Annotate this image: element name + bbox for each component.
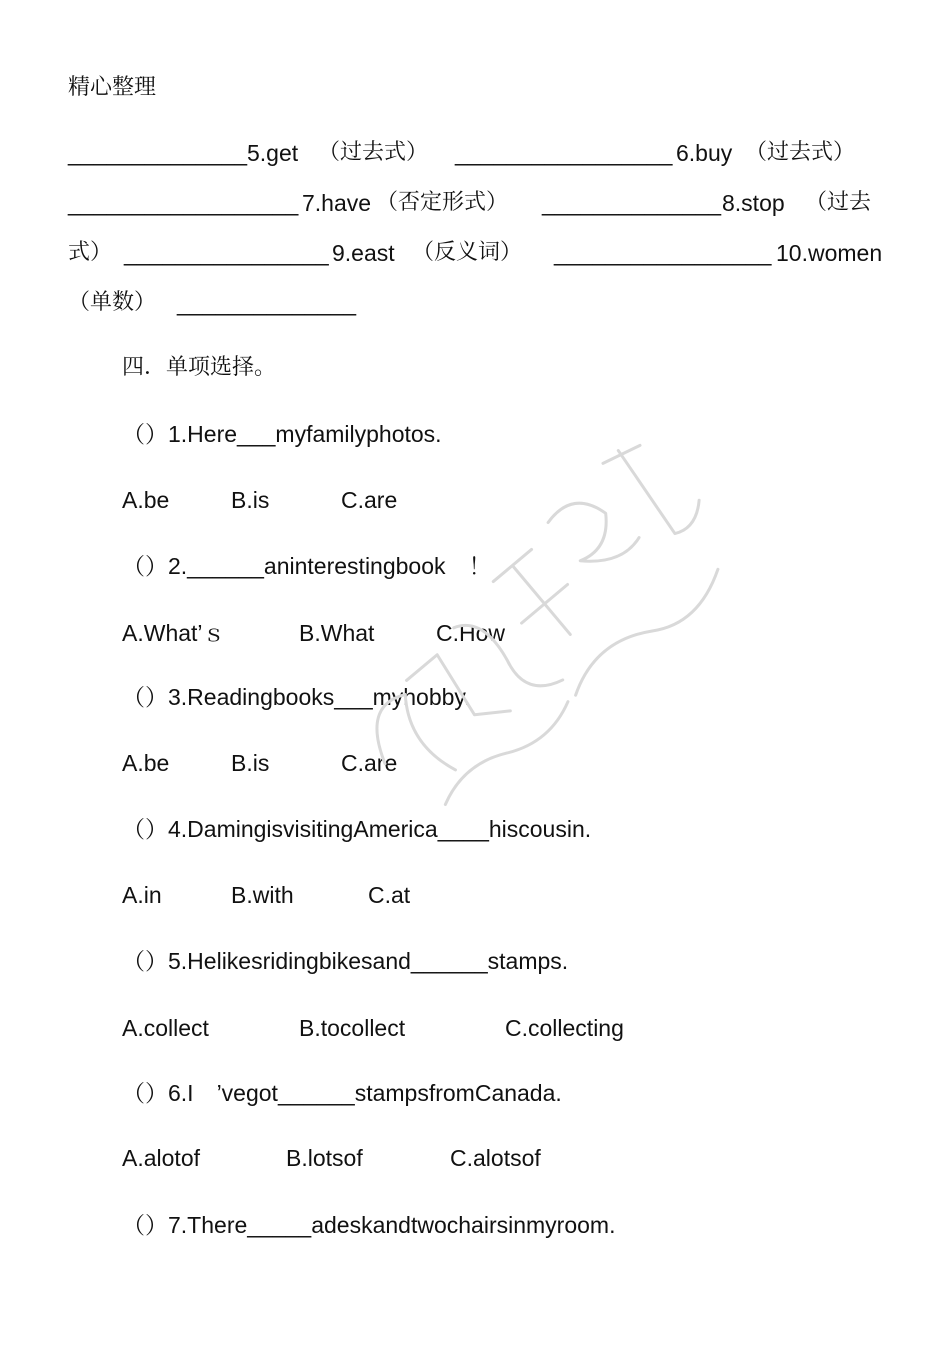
option-a: A.collect — [122, 1015, 209, 1041]
item-label: 5.get — [247, 140, 299, 166]
question-stem: （）3.Readingbooks___myhobby. — [122, 684, 471, 710]
question-stem: （）1.Here___myfamilyphotos. — [122, 421, 442, 447]
option-a: A.in — [122, 882, 162, 908]
blank: __________________ — [68, 190, 299, 216]
blank: ________________ — [124, 240, 329, 266]
question-stem: （）6.I ’vegot______stampsfromCanada. — [122, 1080, 562, 1106]
blank: ______________ — [68, 140, 248, 166]
blank: ______________ — [542, 190, 722, 216]
item-label: 9.east — [332, 240, 395, 266]
option-b: B.is — [231, 487, 270, 513]
option-a: A.alotof — [122, 1145, 200, 1171]
question-stem: （）5.Helikesridingbikesand______stamps. — [122, 948, 569, 974]
item-note: （否定形式） — [376, 190, 509, 215]
option-c: C.collecting — [505, 1015, 624, 1041]
item-label: 7.have — [302, 190, 372, 216]
item-label: 6.buy — [676, 140, 733, 166]
option-b: B.is — [231, 750, 270, 776]
option-b: B.What — [299, 620, 375, 646]
item-label: 8.stop — [722, 190, 785, 216]
question-stem: （）4.DamingisvisitingAmerica____hiscousin. — [122, 816, 592, 842]
option-b: B.with — [231, 882, 294, 908]
item-note: （过去 — [805, 190, 872, 215]
option-b: B.tocollect — [299, 1015, 406, 1041]
option-c: C.at — [368, 882, 411, 908]
page-header: 精心整理 — [68, 75, 157, 100]
blank: ______________ — [177, 290, 357, 316]
option-c: C.How — [436, 620, 506, 646]
blank: _________________ — [554, 240, 772, 266]
item-label: 10.women — [776, 240, 883, 266]
option-b: B.lotsof — [286, 1145, 363, 1171]
section-heading: 四．单项选择。 — [122, 355, 277, 380]
option-a: A.What’ｓ — [122, 620, 226, 646]
option-c: C.alotsof — [450, 1145, 541, 1171]
option-a: A.be — [122, 487, 170, 513]
option-c: C.are — [341, 750, 398, 776]
item-note: （过去式） — [318, 140, 429, 165]
item-note: 式） — [68, 240, 113, 265]
blank: _________________ — [455, 140, 673, 166]
question-stem: （）7.There_____adeskandtwochairsinmyroom. — [122, 1212, 616, 1238]
item-note: （单数） — [68, 290, 157, 315]
item-note: （反义词） — [412, 240, 523, 265]
question-stem: （）2.______aninterestingbook ！ — [122, 553, 492, 579]
item-note: （过去式） — [745, 140, 856, 165]
option-a: A.be — [122, 750, 170, 776]
option-c: C.are — [341, 487, 398, 513]
